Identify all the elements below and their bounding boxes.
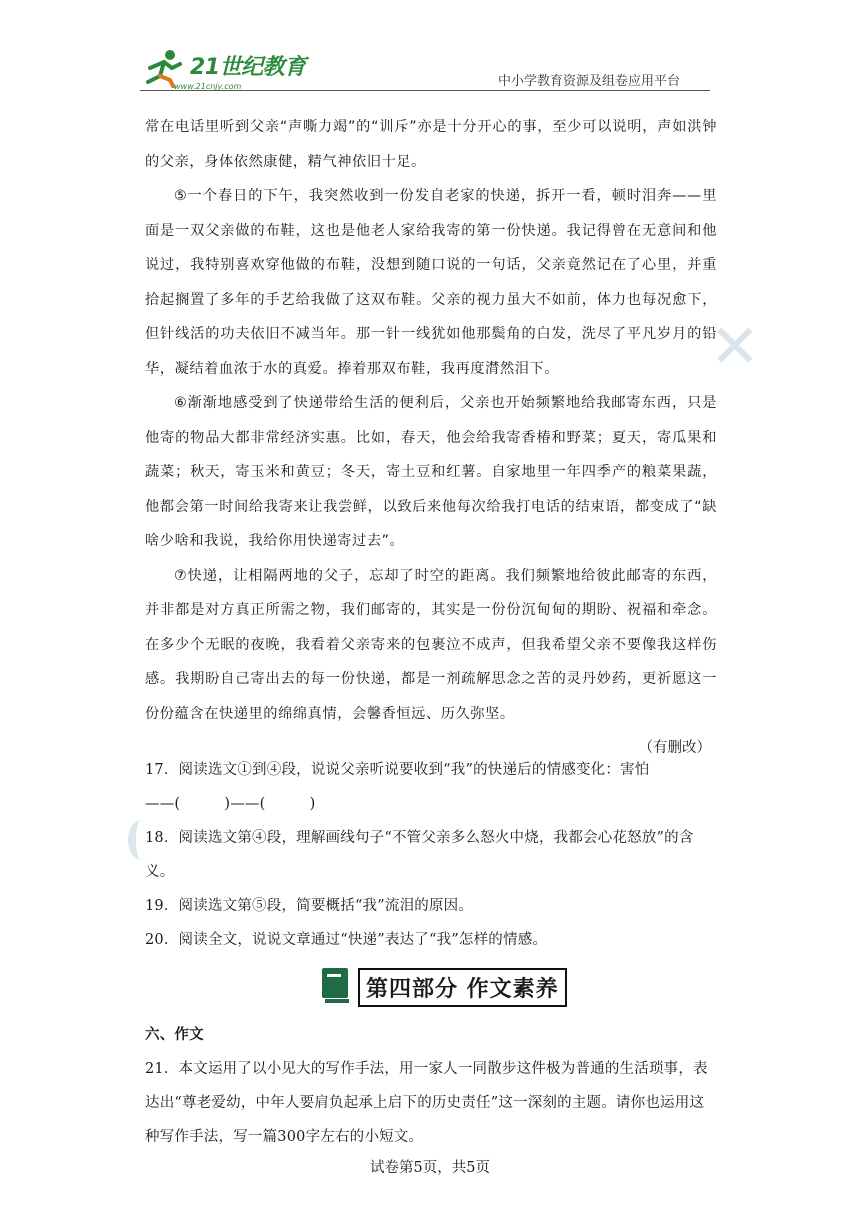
- question-18: 18．阅读选文第④段，理解画线句子“不管父亲多么怒火中烧，我都会心花怒放”的含义。: [145, 830, 694, 880]
- question-17: 17．阅读选文①到④段，说说父亲听说要收到“我”的快递后的情感变化：害怕: [145, 762, 650, 778]
- question-17-blanks: ——( )——( ): [145, 796, 316, 812]
- page-footer: 试卷第5页，共5页: [370, 1160, 490, 1176]
- questions-block: [145, 753, 717, 957]
- logo-text: 21世纪教育: [190, 55, 306, 80]
- section-banner: [322, 967, 567, 1007]
- article-body: [145, 110, 717, 780]
- essay-block: [145, 1018, 717, 1154]
- platform-name: 中小学教育资源及组卷应用平台: [497, 74, 680, 89]
- page-header: [140, 40, 710, 92]
- question-20: 20．阅读全文，说说文章通过“快递”表达了“我”怎样的情感。: [145, 932, 548, 948]
- article-paragraph-6: ⑥渐渐地感受到了快递带给生活的便利后，父亲也开始频繁地给我邮寄东西，只是他寄的物品大都非常经济实惠。比如，春天，他会给我寄香椿和野菜；夏天，寄瓜果和蔬菜；秋天，寄玉米和黄豆；冬天，寄土豆和红薯。自家地里一年四季产的粮菜果蔬，他都会第一时间给我寄来让我尝鲜，以致后来他每次给我打电话的结束语，都变成了“缺啥少啥和我说，我给你用快递寄过去”。: [145, 395, 717, 549]
- question-19: 19．阅读选文第⑤段，简要概括“我”流泪的原因。: [145, 898, 474, 914]
- watermark-x: ✕: [709, 312, 760, 382]
- site-logo: [140, 46, 310, 92]
- logo-url: www.21cnjy.com: [174, 82, 242, 91]
- article-paragraph-5: ⑤一个春日的下午，我突然收到一份发自老家的快递，拆开一看，顿时泪奔——里面是一双父亲做的布鞋，这也是他老人家给我寄的第一份快递。我记得曾在无意间和他说过，我特别喜欢穿他做的布鞋，没想到随口说的一句话，父亲竟然记在了心里，并重拾起搁置了多年的手艺给我做了这双布鞋。父亲的视力虽大不如前，体力也每况愈下，但针线活的功夫依旧不减当年。那一针一线犹如他那鬓角的白发，洗尽了平凡岁月的铅华，凝结着血浓于水的真爱。捧着那双布鞋，我再度潸然泪下。: [145, 188, 717, 377]
- article-paragraph-7: ⑦快递，让相隔两地的父子，忘却了时空的距离。我们频繁地给彼此邮寄的东西，并非都是对方真正所需之物，我们邮寄的，其实是一份份沉甸甸的期盼、祝福和牵念。在多少个无眠的夜晚，我看着父亲寄来的包裹泣不成声，但我希望父亲不要像我这样伤感。我期盼自己寄出去的每一份快递，都是一剂疏解思念之苦的灵丹妙药，更祈愿这一份份蕴含在快递里的绵绵真情，会馨香恒远、历久弥坚。: [145, 567, 717, 722]
- question-21: 21．本文运用了以小见大的写作手法，用一家人一同散步这件极为普通的生活琐事，表达出“尊老爱幼，中年人要肩负起承上启下的历史责任”这一深刻的主题。请你也运用这种写作手法，写一篇300字左右的小短文。: [145, 1061, 708, 1145]
- source-note: （有删改）: [638, 740, 711, 756]
- essay-heading: 六、作文: [145, 1027, 204, 1043]
- section-title: 第四部分 作文素养: [358, 968, 567, 1007]
- book-icon: [322, 968, 352, 1006]
- header-divider: [140, 90, 710, 91]
- article-paragraph: 常在电话里听到父亲“声嘶力竭”的“训斥”亦是十分开心的事，至少可以说明，声如洪钟的父亲，身体依然康健，精气神依旧十足。: [145, 119, 717, 170]
